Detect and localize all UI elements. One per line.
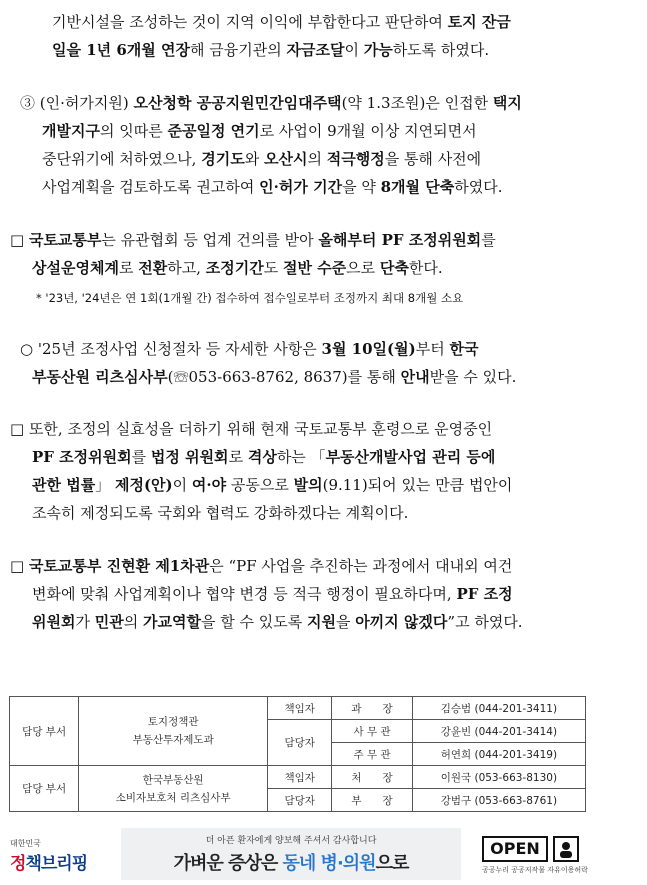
bold-text: 8개월 단축: [380, 178, 455, 196]
logo-text: 정책브리핑: [10, 854, 88, 874]
kogl-open-license[interactable]: [482, 836, 602, 878]
bold-text: 자금조달: [286, 41, 345, 59]
text: 하도록 하였다.: [392, 41, 490, 59]
text: 한다.: [408, 259, 443, 277]
text: 부터: [415, 340, 450, 358]
open-label: OPEN: [482, 836, 548, 862]
text: 을 약: [342, 178, 381, 196]
bold-text: 국토교통부 진현환 제1차관: [28, 557, 210, 575]
contact-title: 사 무 관: [332, 720, 412, 743]
text: 」: [95, 476, 115, 494]
text: 을: [335, 613, 356, 631]
text: 공동으로: [226, 476, 294, 494]
logo-small-text: 대한민국: [10, 839, 41, 848]
bold-text: 가능: [363, 41, 393, 59]
banner-subtitle: 더 아픈 환자에게 양보해 주셔서 감사합니다: [205, 836, 377, 846]
paragraph-3-line-1: [10, 229, 586, 250]
contact-title: 주 무 관: [332, 743, 412, 766]
text: 로: [118, 259, 139, 277]
text: 기반시설을 조성하는 것이 지역 이익에 부합한다고 판단하여: [52, 13, 448, 31]
bold-text: 제정(안): [114, 476, 173, 494]
text: 조속히 제정되도록 국회와 협력도 강화하겠다는 계획이다.: [32, 504, 409, 522]
paragraph-6-line-4: [32, 502, 586, 523]
text: 은 “PF 사업을 추진하는 과정에서 대내외 여건: [209, 557, 513, 575]
text: 하는 「: [276, 448, 326, 466]
contact-title: 처 장: [332, 766, 412, 789]
text: 를: [481, 231, 496, 249]
banner-title: 가벼운 증상은 동네 병·의원으로: [173, 853, 409, 874]
paragraph-7-line-1: [10, 555, 586, 576]
bold-text: 단축: [379, 259, 409, 277]
text: 을 통해 사전에: [384, 150, 482, 168]
dept-label: 담당 부서: [10, 697, 79, 766]
text: (☏053-663-8762, 8637)를 통해: [167, 368, 401, 386]
paragraph-2-line-1: [20, 92, 586, 113]
bold-text: 절반 수준: [282, 259, 347, 277]
text: (9.11)되어 있는 만큼 법안이: [322, 476, 513, 494]
paragraph-2-line-4: [42, 176, 586, 197]
text: 도: [263, 259, 283, 277]
text: 로: [228, 448, 248, 466]
contact-table: [9, 696, 586, 812]
text: ③ (인·허가지원): [20, 94, 134, 112]
bold-text: 관한 법률: [32, 476, 96, 494]
paragraph-2-line-2: [42, 120, 586, 141]
contact-person: 이원국 (053-663-8130): [412, 766, 585, 789]
bold-text: 한국: [449, 340, 479, 358]
bold-text: 준공일정 연기: [167, 122, 260, 140]
text: 의: [307, 150, 327, 168]
bold-text: 아끼지 않겠다: [355, 613, 448, 631]
korea-policy-briefing-logo[interactable]: [10, 838, 105, 874]
dept-label: 담당 부서: [10, 766, 79, 812]
paragraph-6-line-3: [32, 474, 586, 495]
paragraph-7-line-3: [32, 611, 586, 632]
text: ”고 하였다.: [447, 613, 523, 631]
paragraph-1-line-2: [52, 39, 586, 60]
campaign-banner[interactable]: [121, 828, 461, 880]
text: ○ '25년 조정사업 신청절차 등 자세한 사항은: [20, 340, 322, 358]
paragraph-1-line-1: [52, 11, 586, 32]
bold-text: PF 조정위원회: [32, 448, 132, 466]
text: □ 또한, 조정의 실효성을 더하기 위해 현재 국토교통부 훈령으로 운영중인: [10, 420, 493, 438]
bold-text: 일을 1년 6개월 연장: [52, 41, 190, 59]
paragraph-6-line-2: [32, 446, 586, 467]
text: 를: [131, 448, 151, 466]
contact-row: [10, 766, 586, 789]
bold-text: 상설운영체계: [32, 259, 119, 277]
text: 의: [123, 613, 143, 631]
bold-text: 격상: [247, 448, 277, 466]
paragraph-7-line-2: [32, 583, 586, 604]
contact-person: 김승범 (044-201-3411): [412, 697, 585, 720]
contact-title: 과 장: [332, 697, 412, 720]
bold-text: 토지 잔금: [447, 13, 511, 31]
contact-title: 부 장: [332, 789, 412, 812]
bold-text: 민관: [94, 613, 124, 631]
bold-text: 조정기간: [205, 259, 264, 277]
bold-text: 국토교통부: [28, 231, 102, 249]
text: 중단위기에 처하였으나,: [42, 150, 202, 168]
text: 와: [244, 150, 264, 168]
dept-name: 한국부동산원 소비자보호처 리츠심사부: [79, 766, 268, 812]
text: □: [10, 231, 29, 249]
contact-role: 책임자: [268, 697, 332, 720]
contact-role: 담당자: [268, 720, 332, 766]
text: 하고,: [167, 259, 206, 277]
bold-text: 인·허가 기간: [259, 178, 343, 196]
bold-text: 지원: [306, 613, 336, 631]
bold-text: 적극행정: [326, 150, 385, 168]
bold-text: 안내: [400, 368, 430, 386]
contact-role: 담당자: [268, 789, 332, 812]
bold-text: PF 조정: [456, 585, 513, 603]
paragraph-3-line-2: [32, 257, 586, 278]
text: 이: [172, 476, 192, 494]
bold-text: 개발지구: [42, 122, 100, 140]
text: 을 할 수 있도록: [200, 613, 307, 631]
text: 는 유관협회 등 업계 건의를 받아: [101, 231, 319, 249]
bold-text: 법정 위원회: [150, 448, 229, 466]
paragraph-2-line-3: [42, 148, 586, 169]
bold-text: 전환: [138, 259, 168, 277]
bold-text: 오산청학 공공지원민간임대주택: [133, 94, 342, 112]
bold-text: 3월 10일(월): [321, 340, 416, 358]
text: 의 잇따른: [99, 122, 168, 140]
bold-text: 위원회: [32, 613, 76, 631]
text: 이: [344, 41, 364, 59]
bold-text: 오산시: [263, 150, 308, 168]
text: 하였다.: [454, 178, 503, 196]
bold-text: 경기도: [201, 150, 245, 168]
bold-text: 발의: [293, 476, 323, 494]
paragraph-5-line-2: [32, 366, 586, 387]
contact-person: 강윤빈 (044-201-3414): [412, 720, 585, 743]
contact-role: 책임자: [268, 766, 332, 789]
text: * '23년, '24년은 연 1회(1개월 간) 접수하여 접수일로부터 조정까지 최대 8개월 소요: [36, 291, 464, 305]
text: 해 금융기관의: [189, 41, 287, 59]
text: 사업계획을 검토하도록 권고하여: [42, 178, 260, 196]
text: 으로: [346, 259, 380, 277]
text: 받을 수 있다.: [429, 368, 517, 386]
paragraph-5-line-1: [20, 338, 586, 359]
open-caption: 공공누리 공공저작물 자유이용허락: [482, 866, 588, 874]
bold-text: 부동산원 리츠심사부: [32, 368, 168, 386]
text: (약 1.3조원)은 인접한: [341, 94, 493, 112]
bold-text: 택지: [492, 94, 522, 112]
bold-text: 여·야: [191, 476, 227, 494]
contact-person: 허연희 (044-201-3419): [412, 743, 585, 766]
contact-row: [10, 697, 586, 720]
contact-person: 강범구 (053-663-8761): [412, 789, 585, 812]
footer: [0, 826, 647, 885]
paragraph-4-line-1: [36, 290, 586, 306]
bold-text: 가교역할: [143, 613, 201, 631]
paragraph-6-line-1: [10, 418, 586, 439]
text: 로 사업이 9개월 이상 지연되면서: [259, 122, 477, 140]
text: 가: [75, 613, 95, 631]
text: 변화에 맞춰 사업계획이나 협약 변경 등 적극 행정이 필요하다며,: [32, 585, 457, 603]
license-person-icon: [553, 836, 579, 862]
bold-text: 올해부터 PF 조정위원회: [318, 231, 482, 249]
bold-text: 부동산개발사업 관리 등에: [325, 448, 496, 466]
text: □: [10, 557, 29, 575]
dept-name: 토지정책관 부동산투자제도과: [79, 697, 268, 766]
